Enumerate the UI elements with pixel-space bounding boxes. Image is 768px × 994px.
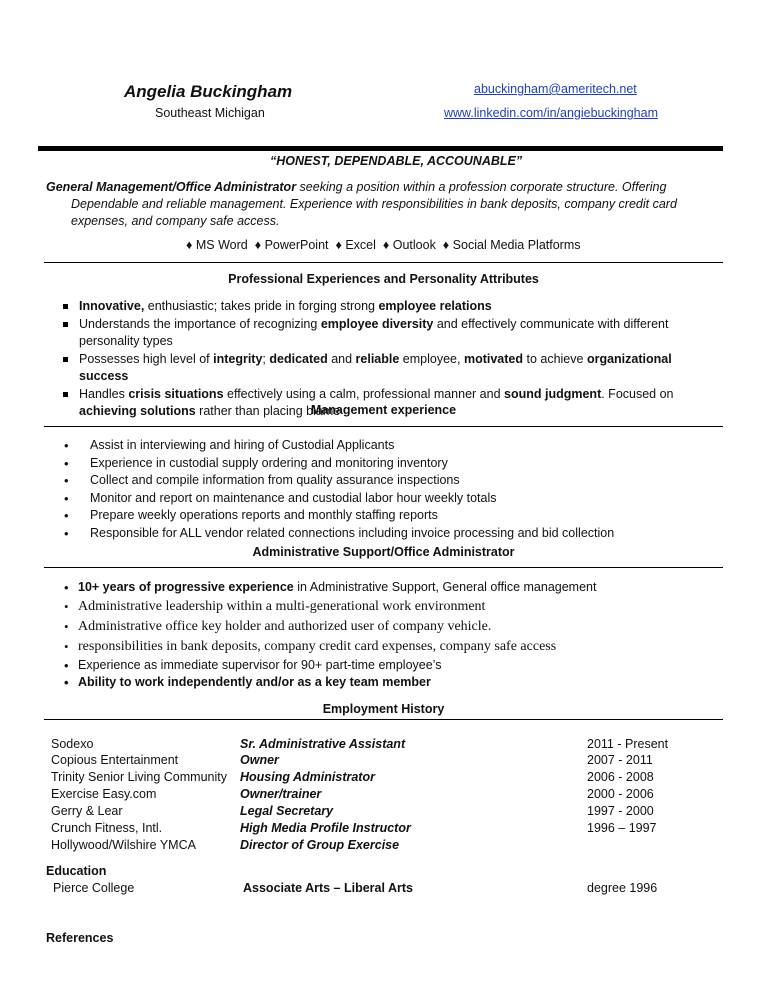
job-title: Owner [240, 753, 279, 767]
job-dates: 2007 - 2011 [587, 753, 653, 767]
skills-line [186, 238, 581, 252]
table-row [51, 804, 731, 821]
job-title: Director of Group Exercise [240, 838, 400, 852]
skill-item: PowerPoint [264, 238, 329, 252]
table-row [51, 787, 731, 804]
table-row [51, 753, 731, 770]
list-item: • Experience as immediate supervisor for 90+ part-time employee’s [62, 657, 596, 675]
job-title: High Media Profile Instructor [240, 821, 411, 835]
section-title-employment: Employment History [322, 702, 445, 716]
table-row [51, 821, 731, 838]
management-list [62, 437, 614, 542]
school: Pierce College [53, 881, 135, 895]
list-item: • Ability to work independently and/or as a key team member [62, 674, 596, 692]
objective-line-2: Dependable and reliable management. Experience with responsibilities in bank deposits, company credit card [71, 197, 677, 211]
linkedin-link[interactable]: www.linkedin.com/in/angiebuckingham [444, 106, 659, 120]
section-title-admin: Administrative Support/Office Administrator [252, 545, 515, 559]
employer: Crunch Fitness, Intl. [51, 821, 163, 835]
job-dates: 2011 - Present [587, 737, 669, 751]
list-item: • Prepare weekly operations reports and monthly staffing reports [62, 507, 614, 525]
employer: Gerry & Lear [51, 804, 123, 818]
list-item: • Experience in custodial supply ordering and monitoring inventory [62, 455, 614, 473]
skill-item: Social Media Platforms [452, 238, 581, 252]
divider [44, 262, 723, 263]
job-title: Legal Secretary [240, 804, 334, 818]
degree: Associate Arts – Liberal Arts [243, 881, 413, 895]
skill-item: Excel [345, 238, 376, 252]
job-dates: 1996 – 1997 [587, 821, 657, 835]
diamond-icon: ♦ [382, 238, 390, 252]
degree-year: degree 1996 [587, 881, 658, 895]
employer: Trinity Senior Living Community [51, 770, 227, 784]
diamond-icon: ♦ [442, 238, 450, 252]
admin-list [62, 579, 596, 692]
divider [44, 567, 723, 568]
job-dates: 2006 - 2008 [587, 770, 654, 784]
section-title-references: References [46, 931, 114, 945]
list-item: Handles crisis situations effectively using a calm, professional manner and sound judgment. Focused on achieving solutions rather than placing blame [61, 386, 719, 421]
objective-line-1 [46, 180, 666, 194]
list-item: • Monitor and report on maintenance and custodial labor hour weekly totals [62, 490, 614, 508]
skill-item: MS Word [195, 238, 248, 252]
list-item: • responsibilities in bank deposits, company credit card expenses, company safe access [62, 637, 596, 657]
table-row [51, 737, 731, 754]
objective-line-3: expenses, and company safe access. [71, 214, 280, 228]
employer: Copious Entertainment [51, 753, 179, 767]
job-dates: 2000 - 2006 [587, 787, 654, 801]
email-link[interactable]: abuckingham@ameritech.net [474, 82, 637, 96]
list-item: Possesses high level of integrity; dedicated and reliable employee, motivated to achieve organizational success [61, 351, 719, 386]
list-item: • Collect and compile information from quality assurance inspections [62, 472, 614, 490]
section-title-education: Education [46, 864, 107, 878]
objective-text-1: seeking a position within a profession corporate structure. Offering [296, 180, 667, 194]
table-row [51, 770, 731, 787]
divider [44, 426, 723, 427]
employer: Exercise Easy.com [51, 787, 157, 801]
job-title: Housing Administrator [240, 770, 375, 784]
job-dates: 1997 - 2000 [587, 804, 654, 818]
tagline: “HONEST, DEPENDABLE, ACCOUNABLE” [270, 154, 523, 168]
section-title-management: Management experience [310, 403, 457, 417]
section-title-professional: Professional Experiences and Personality Attributes [228, 272, 539, 286]
table-row [51, 838, 731, 855]
divider [44, 719, 723, 720]
employer: Hollywood/Wilshire YMCA [51, 838, 196, 852]
employer: Sodexo [51, 737, 94, 751]
list-item: • Administrative leadership within a multi-generational work environment [62, 597, 596, 617]
candidate-name: Angelia Buckingham [124, 82, 293, 101]
list-item: • Responsible for ALL vendor related connections including invoice processing and bid collection [62, 525, 614, 543]
header-divider [38, 146, 723, 151]
list-item: • Administrative office key holder and authorized user of company vehicle. [62, 617, 596, 637]
job-title: Sr. Administrative Assistant [240, 737, 406, 751]
education-row [51, 881, 731, 898]
job-title: Owner/trainer [240, 787, 322, 801]
list-item: Innovative, enthusiastic; takes pride in forging strong employee relations [61, 298, 719, 316]
diamond-icon: ♦ [335, 238, 342, 252]
diamond-icon: ♦ [186, 238, 193, 252]
objective-title: General Management/Office Administrator [46, 180, 297, 194]
list-item: Understands the importance of recognizing employee diversity and effectively communicate with different personality types [61, 316, 719, 351]
skill-item: Outlook [392, 238, 436, 252]
list-item: • Assist in interviewing and hiring of Custodial Applicants [62, 437, 614, 455]
list-item: • 10+ years of progressive experience in Administrative Support, General office management [62, 579, 596, 597]
candidate-location: Southeast Michigan [155, 106, 265, 120]
diamond-icon: ♦ [254, 238, 262, 252]
